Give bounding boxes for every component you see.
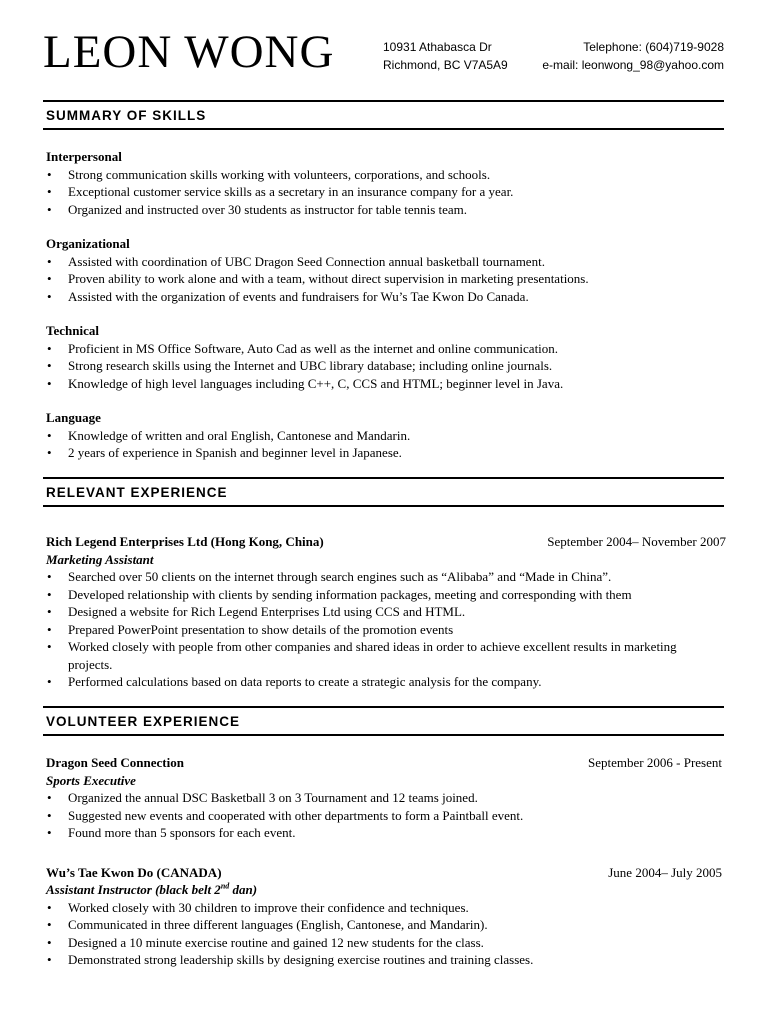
list-item: • Proficient in MS Office Software, Auto Cad as well as the internet and online communication. <box>46 340 726 358</box>
list-item: • Designed a 10 minute exercise routine and gained 12 new students for the class. <box>46 934 722 952</box>
address-line-2: Richmond, BC V7A5A9 <box>383 58 508 72</box>
telephone: Telephone: (604)719-9028 <box>583 40 724 54</box>
list-item: • Organized the annual DSC Basketball 3 on 3 Tournament and 12 teams joined. <box>46 789 722 807</box>
list-item: • Communicated in three different languages (English, Cantonese, and Mandarin). <box>46 916 722 934</box>
email: e-mail: leonwong_98@yahoo.com <box>542 58 724 72</box>
section-rule-bottom <box>43 734 724 736</box>
job-entry <box>46 864 722 969</box>
list-item: • Proven ability to work alone and with a team, without direct supervision in marketing presentations. <box>46 270 726 288</box>
skills-section <box>46 148 726 462</box>
list-item: • Worked closely with people from other companies and shared ideas in order to achieve excellent results in marketing projects. <box>46 638 726 673</box>
skill-group-heading: Language <box>46 410 101 425</box>
skill-group-interpersonal <box>46 148 726 218</box>
skill-group-technical <box>46 322 726 392</box>
job-role-text: Assistant Instructor (black belt 2 <box>46 882 221 897</box>
relevant-section <box>46 533 726 691</box>
job-role: Marketing Assistant <box>46 551 154 567</box>
job-role: Sports Executive <box>46 772 136 788</box>
list-item: • Found more than 5 sponsors for each event. <box>46 824 722 842</box>
list-item: • Strong research skills using the Internet and UBC library database; including online journals. <box>46 357 726 375</box>
list-item: • Organized and instructed over 30 students as instructor for table tennis team. <box>46 201 726 219</box>
list-item: • Searched over 50 clients on the internet through search engines such as “Alibaba” and “Made in China”. <box>46 568 726 586</box>
job-dates: June 2004– July 2005 <box>608 864 722 880</box>
volunteer-section <box>46 754 722 969</box>
job-organization: Rich Legend Enterprises Ltd (Hong Kong, China) <box>46 534 324 549</box>
address-block <box>383 38 508 74</box>
skill-group-heading: Organizational <box>46 236 130 251</box>
skill-group-heading: Technical <box>46 323 99 338</box>
list-item: • Suggested new events and cooperated with other departments to form a Paintball event. <box>46 807 722 825</box>
job-organization: Wu’s Tae Kwon Do (CANADA) <box>46 864 222 880</box>
list-item: • Performed calculations based on data reports to create a strategic analysis for the company. <box>46 673 726 691</box>
list-item: • Exceptional customer service skills as a secretary in an insurance company for a year. <box>46 183 726 201</box>
job-role-superscript: nd <box>220 881 230 891</box>
list-item: • Knowledge of high level languages including C++, C, CCS and HTML; beginner level in Java. <box>46 375 726 393</box>
section-title-volunteer: VOLUNTEER EXPERIENCE <box>46 714 241 729</box>
contact-block <box>542 38 724 74</box>
list-item: • Assisted with the organization of events and fundraisers for Wu’s Tae Kwon Do Canada. <box>46 288 726 306</box>
section-title-skills: SUMMARY OF SKILLS <box>46 108 207 123</box>
skill-group-language <box>46 409 726 462</box>
address-line-1: 10931 Athabasca Dr <box>383 40 492 54</box>
section-title-relevant: RELEVANT EXPERIENCE <box>46 485 228 500</box>
list-item: • Demonstrated strong leadership skills by designing exercise routines and training classes. <box>46 951 722 969</box>
list-item: • Knowledge of written and oral English, Cantonese and Mandarin. <box>46 427 726 445</box>
section-rule-top <box>43 477 724 479</box>
skill-group-organizational <box>46 235 726 305</box>
list-item: • Assisted with coordination of UBC Dragon Seed Connection annual basketball tournament. <box>46 253 726 271</box>
section-rule-top <box>43 100 724 102</box>
section-rule-bottom <box>43 128 724 130</box>
section-rule-bottom <box>43 505 724 507</box>
job-dates: September 2006 - Present <box>588 755 722 770</box>
job-role <box>46 881 722 899</box>
skill-group-heading: Interpersonal <box>46 149 122 164</box>
section-rule-top <box>43 706 724 708</box>
job-entry <box>46 533 726 691</box>
job-role-text-end: dan) <box>229 882 258 897</box>
list-item: • Prepared PowerPoint presentation to show details of the promotion events <box>46 621 726 639</box>
job-dates: September 2004– November 2007 <box>547 534 726 549</box>
job-organization: Dragon Seed Connection <box>46 755 184 770</box>
list-item: • 2 years of experience in Spanish and beginner level in Japanese. <box>46 444 726 462</box>
job-entry <box>46 754 722 842</box>
resume-name: LEON WONG <box>43 26 335 78</box>
list-item: • Developed relationship with clients by sending information packages, meeting and corresponding with them <box>46 586 726 604</box>
list-item: • Designed a website for Rich Legend Enterprises Ltd using CCS and HTML. <box>46 603 726 621</box>
list-item: • Worked closely with 30 children to improve their confidence and techniques. <box>46 899 722 917</box>
list-item: • Strong communication skills working with volunteers, corporations, and schools. <box>46 166 726 184</box>
